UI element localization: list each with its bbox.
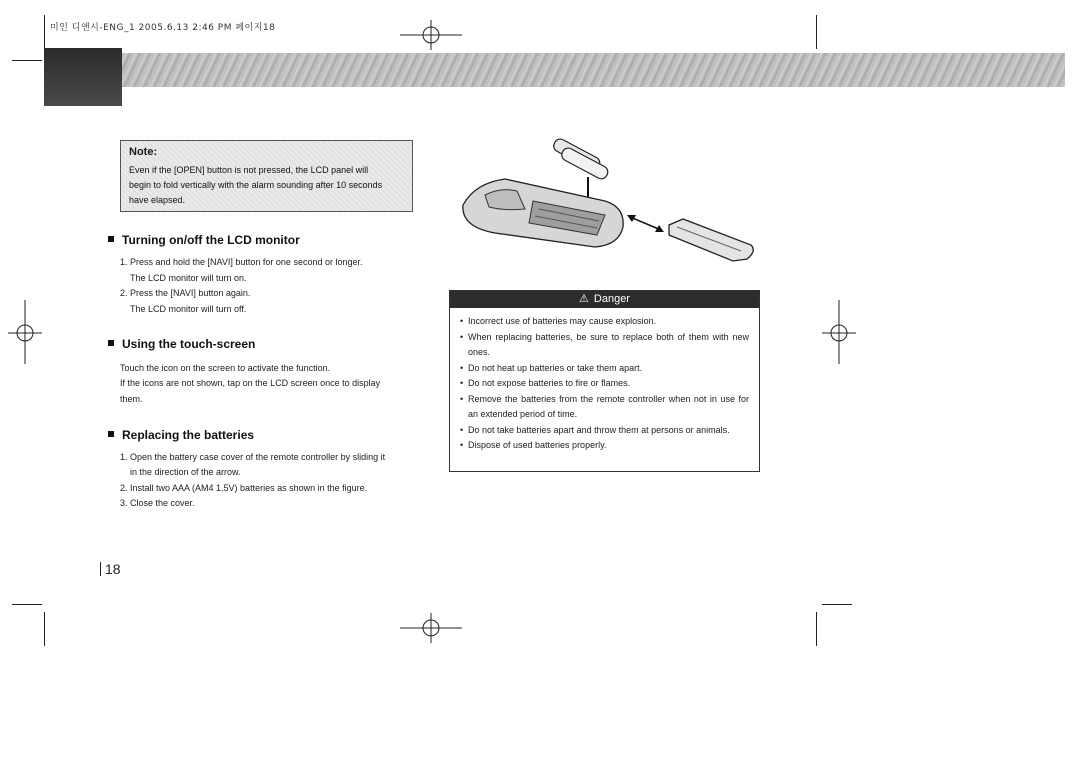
section-title-lcd: Turning on/off the LCD monitor	[108, 233, 300, 247]
remote-controller-icon	[463, 179, 623, 247]
note-text	[129, 163, 404, 208]
note-line: begin to fold vertically with the alarm sounding after 10 seconds	[129, 180, 383, 190]
body-line: 2. Install two AAA (AM4 1.5V) batteries as shown in the figure.	[120, 483, 368, 493]
registration-mark-top	[400, 20, 462, 50]
battery-cover-icon	[669, 219, 753, 261]
body-line: 1. Open the battery case cover of the remote controller by sliding it	[120, 452, 386, 462]
bullet-square	[108, 431, 114, 437]
danger-item: • Do not heat up batteries or take them apart.	[460, 361, 749, 377]
crop-mark	[12, 604, 42, 605]
bullet-square	[108, 236, 114, 242]
warning-icon: ⚠	[579, 293, 589, 305]
section-title-touch: Using the touch-screen	[108, 337, 255, 351]
note-title: Note:	[129, 146, 158, 158]
danger-item: • When replacing batteries, be sure to replace both of them with new ones.	[460, 330, 749, 361]
registration-mark-bottom	[400, 613, 462, 643]
body-line: 3. Close the cover.	[120, 498, 195, 508]
body-line: in the direction of the arrow.	[130, 467, 241, 477]
body-line: If the icons are not shown, tap on the LCD screen once to display	[120, 378, 381, 388]
remote-battery-illustration	[455, 135, 765, 265]
note-line: have elapsed.	[129, 195, 186, 205]
body-line: 2. Press the [NAVI] button again.	[120, 288, 251, 298]
note-box	[120, 140, 413, 212]
note-line: Even if the [OPEN] button is not pressed, the LCD panel will	[129, 165, 369, 175]
danger-item: • Remove the batteries from the remote controller when not in use for an extended period of time.	[460, 392, 749, 423]
danger-item: • Incorrect use of batteries may cause explosion.	[460, 314, 749, 330]
crop-mark	[12, 60, 42, 61]
danger-title: Danger	[593, 293, 630, 305]
section-title-batteries: Replacing the batteries	[108, 428, 254, 442]
danger-list	[450, 308, 759, 454]
bullet-square	[108, 340, 114, 346]
page-number-bar	[100, 562, 101, 576]
crop-mark	[816, 15, 817, 49]
danger-item: • Do not expose batteries to fire or flames.	[460, 376, 749, 392]
danger-item: • Do not take batteries apart and throw them at persons or animals.	[460, 423, 749, 439]
print-header: 미인 디앤시-ENG_1 2005.6.13 2:46 PM 페이지18	[50, 23, 276, 33]
body-line: The LCD monitor will turn on.	[130, 273, 247, 283]
battery-icon	[552, 137, 610, 181]
header-banner	[44, 53, 1065, 87]
registration-mark-right	[822, 300, 856, 364]
crop-mark	[44, 612, 45, 646]
danger-item: • Dispose of used batteries properly.	[460, 438, 749, 454]
body-line: Touch the icon on the screen to activate the function.	[120, 363, 331, 373]
registration-mark-left	[8, 300, 42, 364]
crop-mark	[816, 612, 817, 646]
crop-mark	[44, 15, 45, 49]
header-tab	[44, 48, 122, 106]
body-line: 1. Press and hold the [NAVI] button for one second or longer.	[120, 257, 363, 267]
crop-mark	[822, 604, 852, 605]
body-line: them.	[120, 394, 143, 404]
page-number: 18	[100, 561, 121, 577]
danger-box	[449, 290, 760, 472]
danger-header	[450, 291, 759, 308]
body-line: The LCD monitor will turn off.	[130, 304, 247, 314]
